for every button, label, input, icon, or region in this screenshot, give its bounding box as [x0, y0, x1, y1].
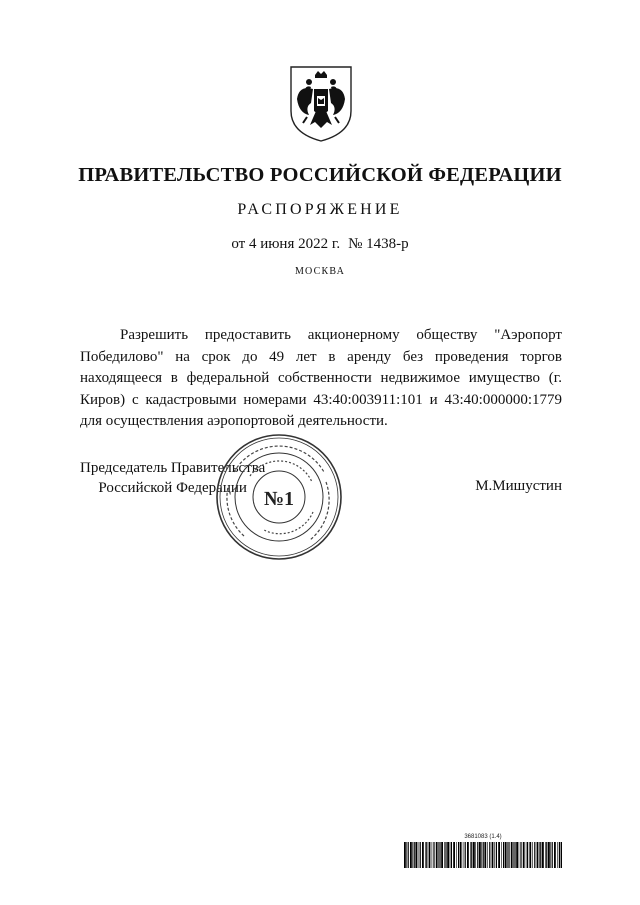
barcode-bar [548, 842, 550, 868]
barcode-bar [520, 842, 521, 868]
barcode-block [404, 834, 562, 868]
signer-title-line2: Российской Федерации [98, 480, 247, 496]
barcode-bar [438, 842, 439, 868]
barcode-bar [516, 842, 518, 868]
signer-title-line1: Председатель Правительства [80, 460, 266, 476]
barcode-icon [404, 842, 562, 868]
barcode-bar [439, 842, 440, 868]
barcode-bar [447, 842, 449, 868]
barcode-bar [492, 842, 494, 868]
barcode-bar [498, 842, 500, 868]
document-type: РАСПОРЯЖЕНИЕ [237, 201, 403, 218]
coat-of-arms-icon [287, 63, 355, 143]
barcode-bar [481, 842, 482, 868]
barcode-bar [545, 842, 546, 868]
body-paragraph: Разрешить предоставить акционерному обществу "Аэропорт Победилово" на срок до 49 лет в аренду без проведения торгов находящееся в федеральной собственности недвижимое имущество (г. Киров) с кадастровыми номерами 43:40:003911:101 и 43:40:000000:1779 для осуществления аэропортовой деятельности. [80, 327, 562, 429]
document-date: от 4 июня 2022 г. [231, 236, 341, 252]
barcode-bar [420, 842, 421, 868]
barcode-bar [473, 842, 475, 868]
barcode-bar [529, 842, 531, 868]
barcode-bar [451, 842, 452, 868]
barcode-bar [534, 842, 535, 868]
barcode-bar [554, 842, 556, 868]
barcode-bar [458, 842, 459, 868]
barcode-bar [471, 842, 472, 868]
barcode-bar [426, 842, 427, 868]
barcode-bar [406, 842, 407, 868]
barcode-bar [415, 842, 417, 868]
barcode-bar [422, 842, 424, 868]
barcode-bar [540, 842, 541, 868]
barcode-bar [494, 842, 495, 868]
barcode-bar [514, 842, 515, 868]
barcode-bar [479, 842, 481, 868]
barcode-bar [470, 842, 471, 868]
barcode-bar [444, 842, 445, 868]
barcode-bar [508, 842, 509, 868]
barcode-bar [519, 842, 520, 868]
barcode-bar [537, 842, 539, 868]
barcode-bar [475, 842, 476, 868]
barcode-bar [511, 842, 513, 868]
org-title: ПРАВИТЕЛЬСТВО РОССИЙСКОЙ ФЕДЕРАЦИИ [78, 164, 562, 186]
barcode-bar [429, 842, 431, 868]
barcode-bar [433, 842, 434, 868]
barcode-bar [418, 842, 419, 868]
barcode-bar [425, 842, 426, 868]
barcode-number: 3681083 (1.4) [464, 834, 502, 840]
barcode-bar [557, 842, 558, 868]
barcode-bar [542, 842, 544, 868]
barcode-bar [432, 842, 433, 868]
barcode-bar [550, 842, 551, 868]
barcode-bar [460, 842, 462, 868]
barcode-bar [453, 842, 455, 868]
barcode-bar [465, 842, 466, 868]
barcode-bar [503, 842, 504, 868]
barcode-bar [501, 842, 502, 868]
barcode-bar [552, 842, 553, 868]
barcode-bar [523, 842, 525, 868]
barcode-bar [489, 842, 490, 868]
document-city: МОСКВА [294, 266, 346, 277]
barcode-bar [507, 842, 508, 868]
barcode-bar [484, 842, 486, 868]
barcode-bar [496, 842, 497, 868]
document-number: № 1438-р [348, 236, 409, 252]
barcode-bar [546, 842, 547, 868]
barcode-bar [436, 842, 438, 868]
barcode-bar [412, 842, 413, 868]
barcode-bar [450, 842, 451, 868]
date-line [0, 236, 640, 253]
barcode-bar [441, 842, 443, 868]
barcode-bar [526, 842, 527, 868]
barcode-bar [483, 842, 484, 868]
barcode-bar [559, 842, 560, 868]
barcode-bar [487, 842, 488, 868]
official-seal-icon [214, 432, 344, 562]
signer-name: М.Мишустин [475, 478, 562, 494]
barcode-bar [561, 842, 562, 868]
barcode-bar [456, 842, 457, 868]
barcode-bar [463, 842, 464, 868]
seal-center-label: №1 [263, 488, 295, 510]
barcode-bar [467, 842, 469, 868]
barcode-bar [532, 842, 533, 868]
barcode-bar [527, 842, 528, 868]
barcode-bar [539, 842, 540, 868]
barcode-bar [404, 842, 406, 868]
barcode-bar [505, 842, 507, 868]
barcode-bar [414, 842, 415, 868]
barcode-bar [513, 842, 514, 868]
barcode-bar [477, 842, 478, 868]
barcode-bar [408, 842, 409, 868]
barcode-bar [445, 842, 446, 868]
barcode-bar [410, 842, 412, 868]
